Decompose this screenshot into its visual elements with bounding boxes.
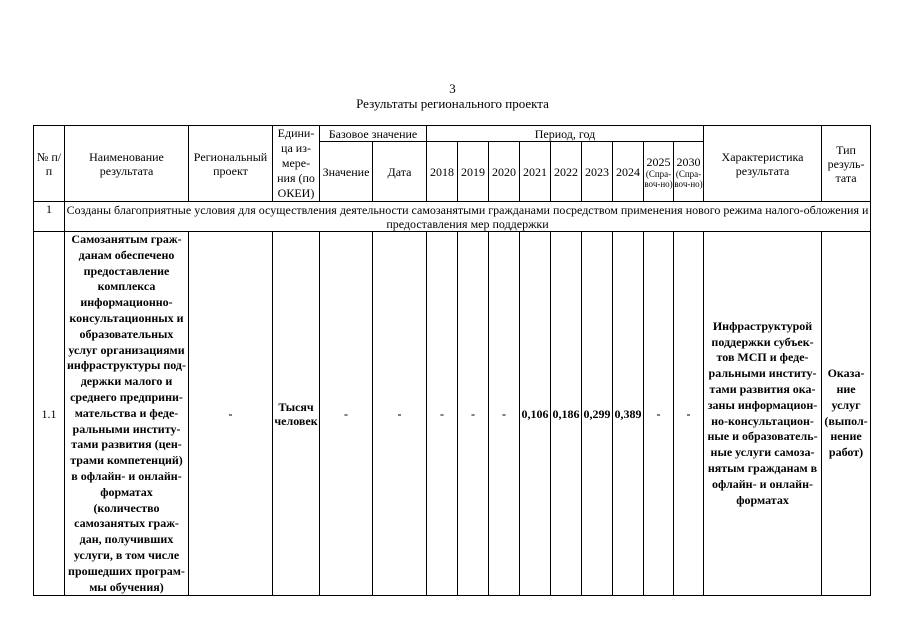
header-base-value: Значение xyxy=(320,142,373,202)
row-value-2019: - xyxy=(458,232,489,596)
row-regional: - xyxy=(189,232,273,596)
row-value-2025: - xyxy=(644,232,674,596)
results-table xyxy=(33,125,871,596)
header-type: Тип резуль-тата xyxy=(822,126,871,202)
header-year-2025 xyxy=(644,142,674,202)
row-value-2022: 0,186 xyxy=(551,232,582,596)
header-year-2020: 2020 xyxy=(489,142,520,202)
row-value-2020: - xyxy=(489,232,520,596)
section-row xyxy=(34,202,871,232)
header-period: Период, год xyxy=(427,126,704,142)
header-name: Наименование результата xyxy=(65,126,189,202)
section-num: 1 xyxy=(34,202,65,232)
header-year-2019: 2019 xyxy=(458,142,489,202)
page-number: 3 xyxy=(449,81,456,96)
header-unit: Едини-ца из-мере-ния (по ОКЕИ) xyxy=(273,126,320,202)
row-num: 1.1 xyxy=(34,232,65,596)
table-row xyxy=(34,232,871,596)
header-regional: Региональный проект xyxy=(189,126,273,202)
header-characteristic: Характеристика результата xyxy=(704,126,822,202)
header-num: № п/п xyxy=(34,126,65,202)
row-base-date: - xyxy=(373,232,427,596)
header-row-1 xyxy=(34,126,871,142)
header-year-2024: 2024 xyxy=(613,142,644,202)
header-year-2022: 2022 xyxy=(551,142,582,202)
row-value-2023: 0,299 xyxy=(582,232,613,596)
header-year-2030-label: 2030 xyxy=(676,154,701,169)
header-base: Базовое значение xyxy=(320,126,427,142)
header-year-2030 xyxy=(674,142,704,202)
header-year-2030-note: (Спра-воч-но) xyxy=(674,168,703,189)
header-year-2025-note: (Спра-воч-но) xyxy=(644,168,673,189)
row-type: Оказа-ние услуг (выпол-нение работ) xyxy=(822,232,871,596)
row-value-2021: 0,106 xyxy=(520,232,551,596)
row-value-2024: 0,389 xyxy=(613,232,644,596)
header-base-date: Дата xyxy=(373,142,427,202)
row-base-value: - xyxy=(320,232,373,596)
header-year-2025-label: 2025 xyxy=(646,154,671,169)
header-year-2018: 2018 xyxy=(427,142,458,202)
row-name: Самозанятым граж-данам обеспечено предоставление комплекса информационно-консультационных и образовательных услуг организациями инфраструктуры под-держки малого и среднего предприни-мательства и феде-ральными институ-тами развития (цен-трами компетенций) в офлайн- и онлайн-форматах (количество самозанятых граж-дан, получивших услуги, в том числе прошедших програм-мы обучения) xyxy=(65,232,189,596)
header-year-2021: 2021 xyxy=(520,142,551,202)
row-value-2018: - xyxy=(427,232,458,596)
row-characteristic: Инфраструктурой поддержки субъек-тов МСП и феде-ральными институ-тами развития ока-заны информацион-но-консультацион-ные и образователь-ные услуги самоза-нятым гражданам в офлайн- и онлайн-форматах xyxy=(704,232,822,596)
row-unit: Тысяч человек xyxy=(273,232,320,596)
row-value-2030: - xyxy=(674,232,704,596)
section-text: Созданы благоприятные условия для осуществления деятельности самозанятыми гражданами посредством применения нового режима налого-обложения и предоставления мер поддержки xyxy=(65,202,871,232)
page-title: Результаты регионального проекта xyxy=(356,96,549,111)
header-year-2023: 2023 xyxy=(582,142,613,202)
